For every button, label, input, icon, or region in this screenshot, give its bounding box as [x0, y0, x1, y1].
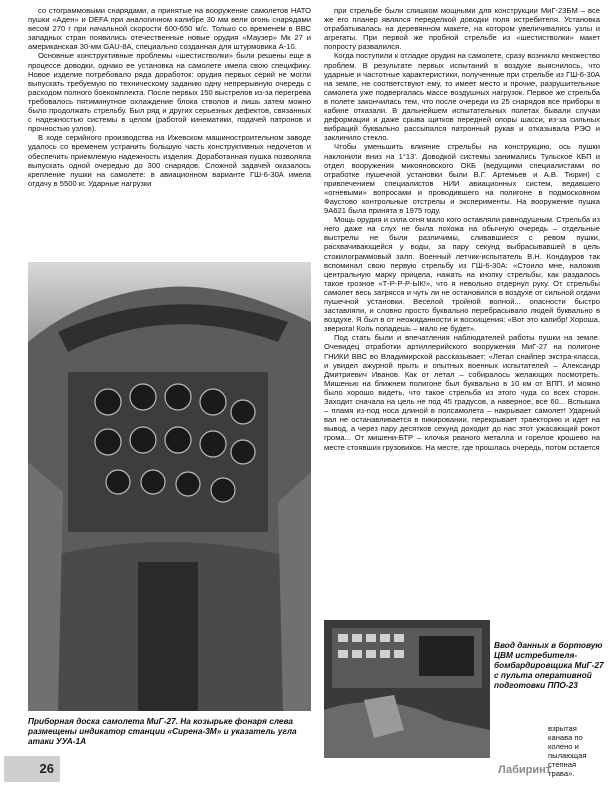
input-caption: Ввод данных в бортовую ЦВМ истребителя-бомбардировщика МиГ-27 с пульта оперативной подготовки ППО-23: [494, 640, 604, 690]
page-number-box: [4, 756, 60, 782]
right-paragraph-2: Когда поступили к отладке орудия на самолете, сразу возникло множество проблем. В результате первых испытаний в воздухе выяснилось, что ударные и частотные характеристики, полученные при стрельбе из ГШ-6-30А на земле, не соответствуют ему, то имеет место и прочие, разрушительные самолета уже подвергалась массе воздушных нагрузок. Первое же стрельба в полете закончилась тем, что после очереди из 25 снарядов все приборы в кабине отказали. В дальнейшем испытательных полетах бывали случаи деформации и даже срыва щитков передней опоры шасси, из-за сильных вибраций буквально рассыпался патронный рукав и отказывала РЭО и заклинило стекло.: [324, 51, 600, 143]
cockpit-photo: [28, 262, 311, 711]
right-paragraph-5: Под стать были и впечатления наблюдателей работы пушки на земле. Очевидец отработки артиллерийского вооружения МиГ-27 на полигоне ГНИКИ ВВС во Владимирской рассказывает: «Летал снайпер экстра-класса, и увидел ажурной прыть и опытных военных испытателей – Александр Дмитриевич Иванов. Как от летал – собиралось желающих посмотреть. Мишенью на ближнем полигоне был буквально в 10 км от ВПП. И можно было хорошо видеть, что такое стрельба из этого чуда со всех сторон. Заходит сначала на цель не под 45 градусов, а наверное, все 60... Вспышка – пламя из-под носа длиной в полсамолета – накрывает самолет! Ударный вал не останавливается в пикировании, перекрывает траекторию и идет на вывод, а через пару десятков секунд доходит до нас этот ужасающий рокот грома... От мишени-БТР – клочья рваного металла и горелое крошево на месте стоявших грузовиков. На месте, где прошлась очередь, потом остается: [324, 333, 600, 452]
right-column-tail: взрытая канава по колено и пылающая степная трава».: [548, 724, 587, 779]
right-paragraph-1: при стрельбе были слишком мощными для конструкции МиГ-23БМ – все же его планер являлся переделкой доводки поля истребителя. Установка отрабатывалась на деревянном макете, на котором увеличивались узлы и агрегаты. При первой же пробной стрельбе из «шестистволки» макет попросту развалился.: [324, 6, 600, 52]
right-paragraph-4: Мощь орудия и сила огня мало кого оставляли равнодушным. Стрельба из него даже на слух не была похожа на обычную очередь – отдельные выстрелы не были различимы, сливавшиеся с ревом пушки, расхвачивающейся у воды, за пару секунд выбрасывавшей в цель стокилограммовый залп. Военный летчик-испытатель В.Н. Кондауров так вспоминал свою первую стрельбу из ГШ-6-30А: «Стоило мне, наложив центральную марку прицела, нажать на кнопку стрельбы, как раздалось такое грозное «Т-Р-Р-Р-ЫК!», что я невольно отдернул руку. От стрельбы самолет весь затрясся и чуть ли не остановился в воздухе от сильной отдачи пушечной установки. Веселой тройной волной... опасности быстро заставляли, и словно просто буквально перебрасывало людей буквально в воздухе. Я был в от неожиданности и восхищения: «Вот это калибр! Хороша, зверюга! Коль попадешь – мало не будет».: [324, 215, 600, 334]
page-number: 26: [39, 761, 54, 776]
right-paragraph-3: Чтобы уменьшить влияние стрельбы на конструкцию, ось пушки наклонили вниз на 1°13'. Доводкой системы занимались Тульское КБП и отдел вооружения микояновского ОКБ (ведущими специалистами по отработке пушечной установки были В.Г. Артемьев и А.В. Тюрин) с привлечением специалистов НИИ авиационных систем, ведавшего «огневыми» вопросами и проводившего на полигоне в подмосковном Фаустово контрольные отстрелы и эксперименты. На вооружение пушка 9А621 была принята в 1975 году.: [324, 142, 600, 216]
left-paragraph-2: Основные конструктивные проблемы «шестистволки» были решены еще в процессе доводки, однако ее установка на самолете имела свою специфику. Новое изделие потребовало ряда доработок: орудия первых серий не могли выпускать требуемую по техническому заданию одну непрерывную очередь с расходом полного боекомплекта. После первых 150 выстрелов из-за перегрева требовалось пятиминутное охлаждение блока стволов и лишь затем можно было продолжать стрельбу. Был ряд и других серьезных дефектов, связанных с надежностью системы в целом (работой кинематики, подачей патронов и прочностью узлов).: [28, 51, 311, 134]
left-paragraph-3: В ходе серийного производства на Ижевском машиностроительном заводе удалось со временем устранить большую часть конструктивных недочетов и обеспечить приемлемую надежность изделия. Доработанная пушка позволяла выпускать одной очередью до 300 снарядов. Сложной задачей оказалось крепление пушки на самолете: в авиационном варианте ГШ-6-30А имела отдачу в 5500 кг. Ударные нагрузки: [28, 133, 311, 188]
left-column: [28, 6, 311, 188]
right-column: [324, 6, 600, 452]
cockpit-caption: Приборная доска самолета МиГ-27. На козырьке фонаря слева размещены индикатор станции «Сирена-3М» и указатель угла атаки УУА-1А: [28, 716, 297, 746]
left-paragraph-1: со стограммовыми снарядами, а принятые на вооружение самолетов НАТО пушки «Аден» и DEFA при аналогичном калибре 30 мм вели огонь снарядами весом 270 г при начальной скорости 600-650 м/с. Только со временем в ВВС западных стран появились отечественные новые орудия «Маузер» Мк 27 и американская 30-мм GAU-8A, специально созданная для штурмовика А-10.: [28, 6, 311, 52]
input-panel-photo: [324, 620, 490, 758]
watermark: Лабиринт: [498, 764, 552, 776]
